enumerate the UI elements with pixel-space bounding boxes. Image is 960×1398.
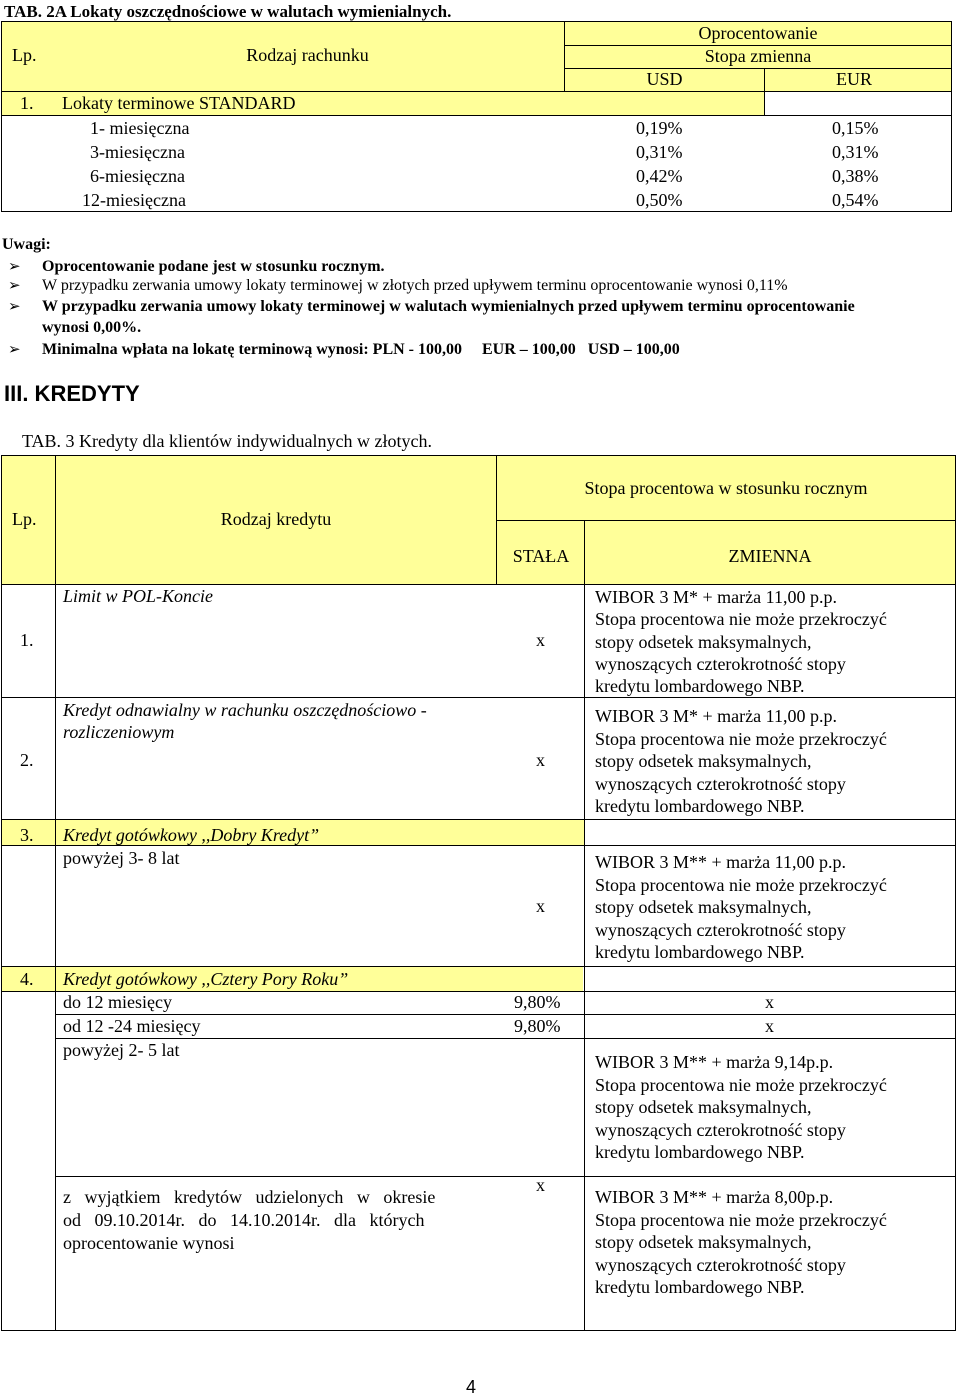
tab3-r1-cap: stopy odsetek maksymalnych, [595,632,812,652]
tab3-r2-num: 2. [20,750,34,770]
tab3-r2-name: rozliczeniowym [63,722,175,742]
tab3-r4-cap: wynoszących czterokrotność stopy [595,1255,846,1275]
tab2a-eur-header: EUR [836,69,872,89]
tab3-r4-sub: do 12 miesięcy [63,992,172,1012]
tab3-r1-fixed: x [536,630,545,650]
tab3-stopa-header: Stopa procentowa w stosunku rocznym [584,478,868,498]
tab2a-row-usd: 0,31% [636,142,683,162]
tab3-r4-rate: WIBOR 3 M** + marża 9,14p.p. [595,1052,834,1072]
tab2a-row-name: 12-miesięczna [82,190,186,210]
tab3-r4-cap: stopy odsetek maksymalnych, [595,1232,812,1252]
tab3-r1-name: Limit w POL-Koncie [63,586,214,606]
tab2a-usd-header: USD [646,69,683,89]
tab2a-row-name: 3-miesięczna [90,142,185,162]
tab3-r4-cap: Stopa procentowa nie może przekroczyć [595,1210,887,1230]
tab3-r4-cap: stopy odsetek maksymalnych, [595,1097,812,1117]
tab3-rodzaj-header: Rodzaj kredytu [220,509,332,529]
tab2a-row-usd: 0,42% [636,166,683,186]
tab2a-section-label: Lokaty terminowe STANDARD [62,93,296,113]
tab2a-row-usd: 0,19% [636,118,683,138]
tab2a-row-usd: 0,50% [636,190,683,210]
tab3-r1-cap: Stopa procentowa nie może przekroczyć [595,609,887,629]
tab3-r4-cap: kredytu lombardowego NBP. [595,1277,805,1297]
tab3-r4-cap: Stopa procentowa nie może przekroczyć [595,1075,887,1095]
tab2a-row-name: 6-miesięczna [90,166,185,186]
tab3-r3-num: 3. [20,825,34,845]
tab3-title: TAB. 3 Kredyty dla klientów indywidualnych w złotych. [22,431,432,451]
tab3-r1-cap: wynoszących czterokrotność stopy [595,654,846,674]
tab3-r3-cap: wynoszących czterokrotność stopy [595,920,846,940]
tab3-r2-cap: stopy odsetek maksymalnych, [595,751,812,771]
tab3-r1-rate: WIBOR 3 M* + marża 11,00 p.p. [595,587,837,607]
note-item: W przypadku zerwania umowy lokaty terminowej w złotych przed upływem terminu oprocentowanie wynosi 0,11% [42,277,788,294]
tab3-r4-sub-fixed: 9,80% [514,1016,561,1036]
tab3-r1-cap: kredytu lombardowego NBP. [595,676,805,696]
arrow-bullet-icon: ➢ [8,297,21,315]
tab2a-oprocentowanie-header: Oprocentowanie [698,23,818,43]
tab3-r4-exception: oprocentowanie wynosi [63,1233,235,1253]
tab3-r4-sub: od 12 -24 miesięcy [63,1016,201,1036]
tab3-r1-num: 1. [20,630,34,650]
note-item: W przypadku zerwania umowy lokaty terminowej w walutach wymienialnych przed upływem terminu oprocentowanie [42,298,855,315]
tab3-lp-header: Lp. [12,509,37,529]
tab3-r4-exception: z wyjątkiem kredytów udzielonych w okresie [63,1187,436,1207]
tab3-zmienna-header: ZMIENNA [728,546,812,566]
tab3-r2-cap: Stopa procentowa nie może przekroczyć [595,729,887,749]
tab2a-title: TAB. 2A Lokaty oszczędnościowe w walutach wymienialnych. [4,2,452,21]
arrow-bullet-icon: ➢ [8,276,21,294]
tab2a-row-eur: 0,54% [832,190,879,210]
tab3-r4-sub-variable: x [765,1016,774,1036]
tab3-r4-sub-fixed: 9,80% [514,992,561,1012]
tab3-r4-exception: od 09.10.2014r. do 14.10.2014r. dla których [63,1210,425,1230]
tab2a-stopa-header: Stopa zmienna [704,46,812,66]
note-item-continuation: wynosi 0,00%. [42,319,142,336]
page-number: 4 [466,1377,477,1397]
tab2a-row-eur: 0,31% [832,142,879,162]
tab2a-lp-header: Lp. [12,45,37,65]
section-title: III. KREDYTY [4,381,140,406]
tab2a-row-name: 1- miesięczna [90,118,190,138]
tab3-r4-exc-fixed: x [536,1175,545,1195]
tab2a-section-num: 1. [20,93,34,113]
tab2a-row-eur: 0,38% [832,166,879,186]
tab2a-row-eur: 0,15% [832,118,879,138]
tab3-r4-rate: WIBOR 3 M** + marża 8,00p.p. [595,1187,834,1207]
tab3-r2-cap: kredytu lombardowego NBP. [595,796,805,816]
arrow-bullet-icon: ➢ [8,340,21,358]
tab3-r4-cap: wynoszących czterokrotność stopy [595,1120,846,1140]
tab3-r3-cap: stopy odsetek maksymalnych, [595,897,812,917]
tab3-r4-sub: powyżej 2- 5 lat [63,1040,180,1060]
tab3-r4-cap: kredytu lombardowego NBP. [595,1142,805,1162]
tab3-r3-fixed: x [536,896,545,916]
tab3-r4-sub-variable: x [765,992,774,1012]
tab3-r2-name: Kredyt odnawialny w rachunku oszczędnościowo - [63,700,427,720]
tab3-r4-num: 4. [20,969,34,989]
tab3-r3-name: Kredyt gotówkowy ,,Dobry Kredyt” [63,825,320,845]
tab3-r3-rate: WIBOR 3 M** + marża 11,00 p.p. [595,852,846,872]
notes-title: Uwagi: [2,236,51,253]
tab3-r2-cap: wynoszących czterokrotność stopy [595,774,846,794]
tab3-r3-sub: powyżej 3- 8 lat [63,848,180,868]
tab2a-rodzaj-header: Rodzaj rachunku [246,45,369,65]
arrow-bullet-icon: ➢ [8,257,21,275]
tab3-r2-fixed: x [536,750,545,770]
note-item: Minimalna wpłata na lokatę terminową wynosi: PLN - 100,00 EUR – 100,00 USD – 100,00 [42,341,680,358]
tab3-r4-name: Kredyt gotówkowy ,,Cztery Pory Roku” [63,969,349,989]
tab3-r3-cap: kredytu lombardowego NBP. [595,942,805,962]
tab3-r2-rate: WIBOR 3 M* + marża 11,00 p.p. [595,706,837,726]
note-item: Oprocentowanie podane jest w stosunku rocznym. [42,258,385,275]
tab3-stala-header: STAŁA [512,546,570,566]
tab3-r3-cap: Stopa procentowa nie może przekroczyć [595,875,887,895]
